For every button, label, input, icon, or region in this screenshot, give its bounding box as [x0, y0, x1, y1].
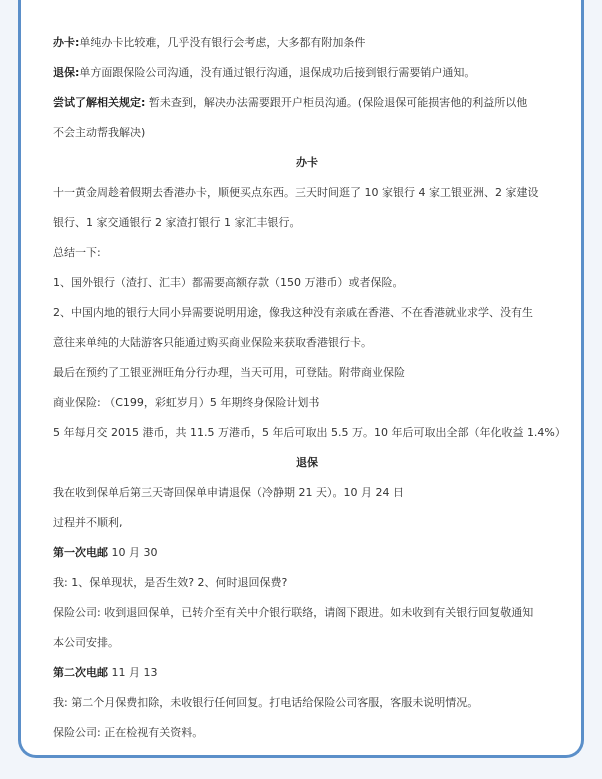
paragraph-refund-note: [53, 58, 561, 88]
text-payment: 5 年每月交 2015 港币，共 11.5 万港币，5 年后可取出 5.5 万。10 年后可取出全部（年化收益 1.4%）: [53, 426, 566, 439]
label-mail1: 第一次电邮: [53, 546, 108, 559]
text-summary: 总结一下:: [53, 246, 101, 259]
label-rules: 尝试了解相关规定:: [53, 96, 146, 109]
text-point1: 1、国外银行（渣打、汇丰）都需要高额存款（150 万港币）或者保险。: [53, 276, 404, 289]
paragraph-mail1: [53, 538, 561, 568]
text-card-line1: 十一黄金周趁着假期去香港办卡，顺便买点东西。三天时间逛了 10 家银行 4 家工银亚洲、2 家建设: [53, 186, 539, 199]
text-card-line2: 银行、1 家交通银行 2 家渣打银行 1 家汇丰银行。: [53, 216, 301, 229]
text-mail2-me: 我: 第二个月保费扣除，未收银行任何回复。打电话给保险公司客服，客服未说明情况。: [53, 696, 479, 709]
label-refund: 退保:: [53, 66, 80, 79]
text-refund-note: 单方面跟保险公司沟通，没有通过银行沟通，退保成功后接到银行需要销户通知。: [79, 66, 476, 79]
text-rules-line1: 暂未查到，解决办法需要跟开户柜员沟通。(保险退保可能损害他的利益所以他: [145, 96, 528, 109]
label-card: 办卡:: [53, 36, 80, 49]
text-refund-p1: 我在收到保单后第三天寄回保单申请退保（冷静期 21 天）。10 月 24 日: [53, 486, 404, 499]
text-insurance: 商业保险: （C199，彩虹岁月）5 年期终身保险计划书: [53, 396, 320, 409]
text-final: 最后在预约了工银亚洲旺角分行办理，当天可用，可登陆。附带商业保险: [53, 366, 405, 379]
paragraph-mail2: [53, 658, 561, 688]
text-mail1-me: 我: 1、保单现状，是否生效? 2、何时退回保费?: [53, 576, 288, 589]
text-mail1-reply-line1: 保险公司: 收到退回保单，已转介至有关中介银行联络，请阁下跟进。如未收到有关银行回复敬通知: [53, 606, 534, 619]
document-body: [53, 28, 566, 748]
text-point2-line1: 2、中国内地的银行大同小异需要说明用途，像我这种没有亲戚在香港、不在香港就业求学、没有生: [53, 306, 533, 319]
text-mail1-reply-line2: 本公司安排。: [53, 636, 119, 649]
text-rules-line2: 不会主动帮我解决): [53, 126, 146, 139]
label-mail2: 第二次电邮: [53, 666, 108, 679]
text-point2-line2: 意往来单纯的大陆游客只能通过购买商业保险来获取香港银行卡。: [53, 336, 372, 349]
text-refund-p2: 过程并不顺利,: [53, 516, 123, 529]
text-card-note: 单纯办卡比较难，几乎没有银行会考虑，大多都有附加条件: [79, 36, 366, 49]
text-mail2-date: 11 月 13: [108, 666, 158, 679]
document-card: [18, 0, 584, 758]
heading-refund: 退保: [296, 456, 318, 469]
paragraph-card-note: [53, 28, 561, 58]
text-mail2-reply: 保险公司: 正在检视有关资料。: [53, 726, 204, 739]
paragraph-rules: [53, 88, 561, 118]
text-mail1-date: 10 月 30: [108, 546, 158, 559]
heading-card: 办卡: [296, 156, 318, 169]
